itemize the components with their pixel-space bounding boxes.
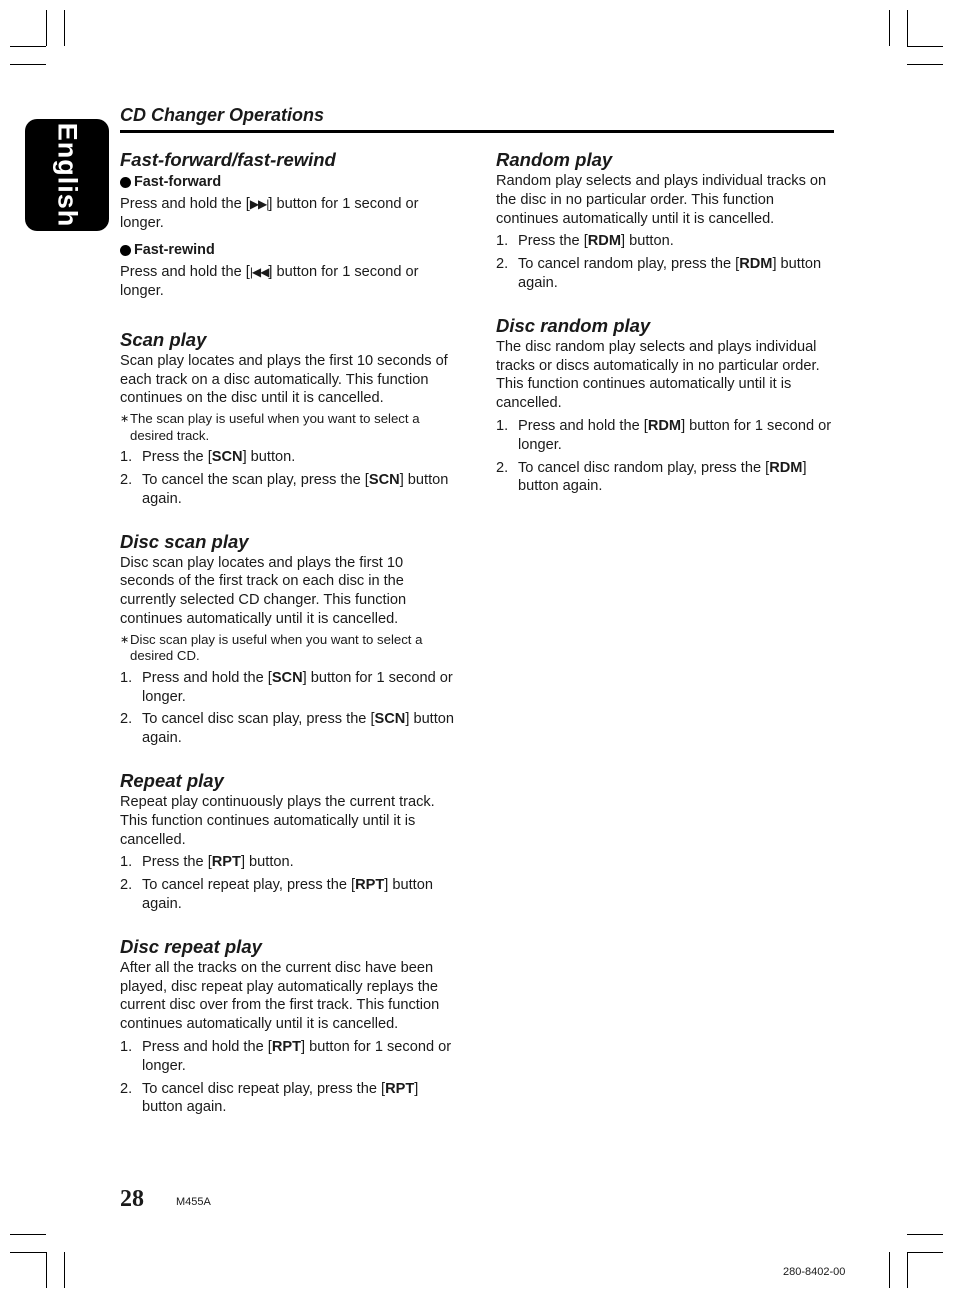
section-title: Disc scan play (120, 530, 249, 552)
fast-forward-section (120, 148, 460, 301)
section-title: Repeat play (120, 769, 224, 791)
list-item: 1. Press the [SCN] button. (120, 449, 296, 466)
crop-mark (46, 10, 47, 46)
steps-list (496, 417, 836, 496)
language-tab-label: English (52, 122, 83, 228)
crop-mark (10, 64, 46, 65)
list-item: 1. Press the [RDM] button. (496, 233, 674, 250)
page-number: 28 (120, 1186, 144, 1212)
steps-list (120, 669, 460, 748)
crop-mark (64, 10, 65, 46)
list-item: 1. Press and hold the [SCN] button for 1 second or longer. (120, 669, 453, 705)
scan-play-section (120, 328, 460, 509)
list-item: 2. To cancel disc repeat play, press the [RPT] button again. (120, 1080, 419, 1116)
asterisk-icon: ∗ (120, 633, 130, 646)
left-column (120, 146, 460, 1138)
model-code: M455A (176, 1196, 211, 1208)
disc-scan-play-section (120, 530, 460, 748)
document-code: 280-8402-00 (783, 1266, 846, 1278)
paragraph: Press and hold the [▶▶|] button for 1 second or longer. (120, 195, 419, 231)
paragraph: Random play selects and plays individual tracks on the disc in no particular order. This function continues automatically until it is cancelled. (496, 173, 827, 227)
steps-list (120, 853, 460, 913)
list-item: 2. To cancel disc random play, press the [RDM] button again. (496, 459, 807, 495)
steps-list (120, 1038, 460, 1117)
paragraph: Repeat play continuously plays the current track. This function continues automatically until it is cancelled. (120, 793, 435, 848)
language-tab (25, 119, 109, 231)
paragraph: The disc random play selects and plays individual tracks or discs automatically in no particular order. This function continues automatically until it is cancelled. (496, 338, 820, 412)
list-item: 1. Press and hold the [RDM] button for 1 second or longer. (496, 417, 832, 453)
crop-mark (907, 1252, 908, 1288)
crop-mark (907, 1252, 943, 1253)
list-item: 2. To cancel the scan play, press the [SCN] button again. (120, 471, 449, 507)
section-header: CD Changer Operations (120, 105, 325, 125)
crop-mark (10, 46, 46, 47)
disc-random-play-section (496, 314, 836, 496)
crop-mark (64, 1252, 65, 1288)
section-title: Scan play (120, 328, 207, 350)
list-item: 2. To cancel random play, press the [RDM] button again. (496, 256, 822, 291)
paragraph: Disc scan play locates and plays the first 10 seconds of the first track on each disc in the currently selected CD changer. This function continues automatically until it is cancelled. (120, 554, 407, 627)
crop-mark (889, 1252, 890, 1288)
next-track-icon: ▶▶| (249, 196, 269, 211)
crop-mark (10, 1234, 46, 1235)
crop-mark (889, 10, 890, 46)
paragraph: Scan play locates and plays the first 10 seconds of each track on a disc automatically. This function continues on the disc until it is cancelled. (120, 352, 448, 407)
repeat-play-section (120, 769, 460, 914)
previous-track-icon: |◀◀ (249, 265, 269, 280)
section-title: Disc repeat play (120, 935, 262, 957)
section-title: Fast-forward/fast-rewind (120, 149, 336, 170)
bullet-icon (120, 245, 131, 256)
list-item: 1. Press the [RPT] button. (120, 854, 294, 871)
crop-mark (907, 46, 943, 47)
list-item: 1. Press and hold the [RPT] button for 1 second or longer. (120, 1038, 452, 1074)
crop-mark (46, 1252, 47, 1288)
list-item: 2. To cancel disc scan play, press the [SCN] button again. (120, 711, 455, 747)
header-rule (120, 130, 834, 133)
right-column (496, 146, 836, 517)
note: ∗ The scan play is useful when you want to select a desired track. (120, 411, 420, 443)
steps-list (496, 232, 836, 292)
asterisk-icon: ∗ (120, 413, 130, 426)
subsection-label: Fast-rewind (120, 241, 460, 260)
section-title: Random play (496, 149, 613, 170)
subsection-label: Fast-forward (120, 173, 460, 192)
crop-mark (907, 1234, 943, 1235)
crop-mark (907, 64, 943, 65)
crop-mark (907, 10, 908, 46)
paragraph: Press and hold the [|◀◀] button for 1 second or longer. (120, 264, 419, 299)
random-play-section (496, 148, 836, 293)
disc-repeat-play-section (120, 935, 460, 1117)
bullet-icon (120, 177, 131, 188)
note: ∗ Disc scan play is useful when you want to select a desired CD. (120, 631, 423, 664)
list-item: 2. To cancel repeat play, press the [RPT] button again. (120, 877, 433, 912)
paragraph: After all the tracks on the current disc have been played, disc repeat play automatically replays the current disc over from the first track. This function continues automatically until it is cancelled. (120, 959, 440, 1033)
crop-mark (10, 1252, 46, 1253)
section-title: Disc random play (496, 314, 651, 336)
steps-list (120, 448, 460, 508)
